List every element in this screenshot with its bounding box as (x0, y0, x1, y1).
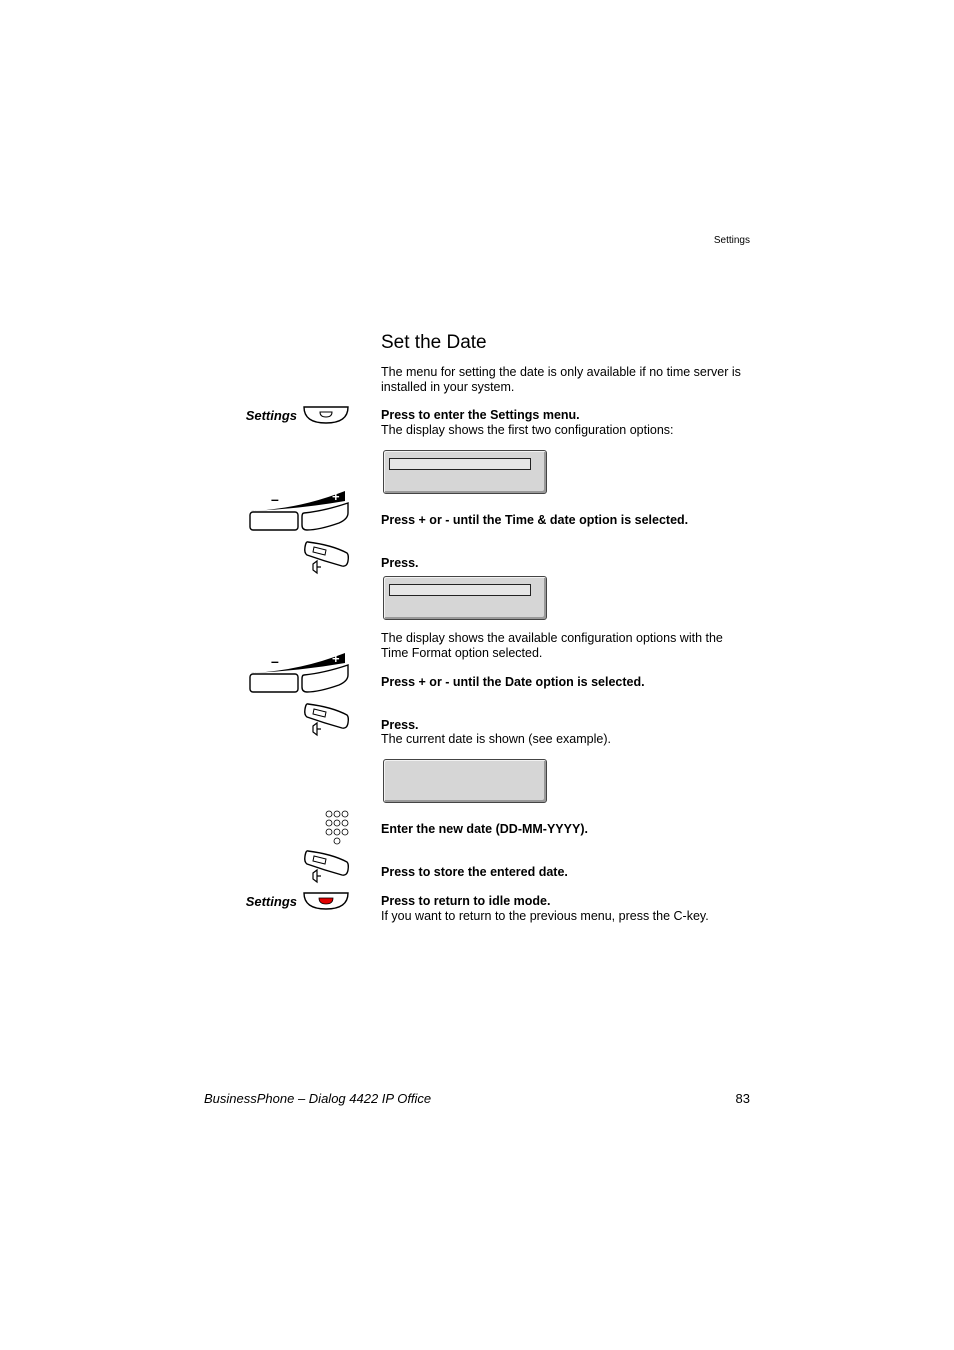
step5-text: The current date is shown (see example). (381, 732, 611, 746)
display-screen-2 (383, 576, 547, 620)
settings-key-icon[interactable] (303, 405, 349, 425)
step3-instruction: Press. (381, 556, 419, 570)
step7-instruction: Press to store the entered date. (381, 865, 568, 879)
ok-key-icon[interactable] (304, 539, 350, 577)
running-header: Settings (713, 235, 750, 246)
settings-label: Settings (245, 408, 297, 423)
plus-sign: + (332, 651, 340, 666)
step6-instruction: Enter the new date (DD-MM-YYYY). (381, 822, 588, 836)
minus-sign: – (271, 491, 279, 507)
volume-keys-icon[interactable] (249, 651, 349, 693)
ok-key-icon[interactable] (304, 701, 350, 739)
plus-sign: + (332, 489, 340, 504)
page-title: Set the Date (381, 332, 487, 353)
step4-text: The display shows the available configuration options with the Time Format option selected. (381, 631, 723, 660)
display-screen-3 (383, 759, 547, 803)
footer-product: BusinessPhone – Dialog 4422 IP Office (204, 1091, 432, 1106)
step8-instruction: Press to return to idle mode. (381, 894, 551, 908)
display-screen-1 (383, 450, 547, 494)
step2-instruction: Press + or - until the Time & date option is selected. (381, 513, 689, 527)
selection-highlight (389, 584, 531, 596)
minus-sign: – (271, 653, 279, 669)
volume-keys-icon[interactable] (249, 489, 349, 531)
ok-key-icon[interactable] (304, 848, 350, 886)
intro-text: The menu for setting the date is only available if no time server is installed in your system. (381, 365, 741, 394)
keypad-icon[interactable] (325, 810, 351, 846)
step4-instruction: Press + or - until the Date option is selected. (381, 675, 645, 689)
step5-instruction: Press. (381, 718, 419, 732)
selection-highlight (389, 458, 531, 470)
settings-label: Settings (245, 894, 297, 909)
page-number: 83 (735, 1091, 750, 1106)
settings-key-active-icon[interactable] (303, 891, 349, 911)
step8-text: If you want to return to the previous menu, press the C-key. (381, 909, 709, 923)
step1-instruction: Press to enter the Settings menu. (381, 408, 580, 422)
step1-text: The display shows the first two configuration options: (381, 423, 674, 437)
